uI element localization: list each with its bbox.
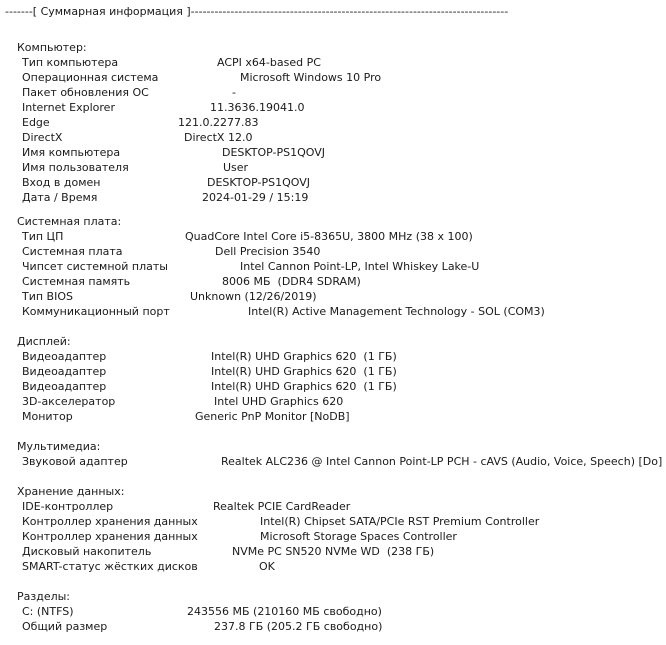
field-label: Видеоадаптер — [22, 365, 107, 378]
field-label: Видеоадаптер — [22, 350, 107, 363]
field-label: Коммуникационный порт — [22, 305, 170, 318]
field-value: ACPI x64-based PC — [217, 56, 321, 69]
field-value: Intel(R) UHD Graphics 620 (1 ГБ) — [211, 365, 397, 378]
field-value: QuadCore Intel Core i5-8365U, 3800 MHz (38 x 100) — [185, 230, 473, 243]
field-label: Системная память — [22, 275, 131, 288]
field-label: IDE-контроллер — [22, 500, 114, 513]
section-title: Хранение данных: — [17, 485, 125, 498]
field-value: Microsoft Windows 10 Pro — [240, 71, 382, 84]
field-label: Вход в домен — [22, 176, 101, 189]
field-label: Системная плата — [22, 245, 123, 258]
report-header: -------[ Суммарная информация ]-------------------------------------------------------------------------------- — [5, 5, 509, 18]
field-label: Видеоадаптер — [22, 380, 107, 393]
field-value: 237.8 ГБ (205.2 ГБ свободно) — [214, 620, 383, 633]
field-value: DESKTOP-PS1QOVJ — [222, 146, 326, 159]
field-value: Intel(R) Chipset SATA/PCIe RST Premium Controller — [260, 515, 540, 528]
field-value: Intel UHD Graphics 620 — [214, 395, 344, 408]
field-label: DirectX — [22, 131, 63, 144]
field-value: Intel(R) UHD Graphics 620 (1 ГБ) — [211, 380, 397, 393]
field-label: Общий размер — [22, 620, 108, 633]
field-value: Unknown (12/26/2019) — [190, 290, 317, 303]
field-value: Dell Precision 3540 — [215, 245, 321, 258]
field-value: NVMe PC SN520 NVMe WD (238 ГБ) — [232, 545, 435, 558]
field-value: Realtek PCIE CardReader — [213, 500, 351, 513]
field-label: Монитор — [22, 410, 73, 423]
field-value: 11.3636.19041.0 — [210, 101, 305, 114]
field-label: Имя компьютера — [22, 146, 121, 159]
field-value: Intel(R) Active Management Technology - SOL (COM3) — [248, 305, 545, 318]
field-label: Пакет обновления ОС — [22, 86, 149, 99]
field-label: Звуковой адаптер — [22, 455, 128, 468]
field-label: Операционная система — [22, 71, 159, 84]
field-label: C: (NTFS) — [22, 605, 74, 618]
field-label: SMART-статус жёстких дисков — [22, 560, 198, 573]
field-label: Тип ЦП — [22, 230, 64, 243]
field-value: Generic PnP Monitor [NoDB] — [195, 410, 350, 423]
field-value: Intel(R) UHD Graphics 620 (1 ГБ) — [211, 350, 397, 363]
field-value: DirectX 12.0 — [184, 131, 253, 144]
field-label: Дисковый накопитель — [22, 545, 152, 558]
field-label: Тип компьютера — [22, 56, 119, 69]
field-value: Intel Cannon Point-LP, Intel Whiskey Lake-U — [240, 260, 480, 273]
field-value: - — [232, 86, 236, 99]
field-label: Контроллер хранения данных — [22, 515, 198, 528]
field-label: Дата / Время — [22, 191, 98, 204]
field-label: Тип BIOS — [22, 290, 73, 303]
section-title: Системная плата: — [17, 215, 122, 228]
field-value: 8006 МБ (DDR4 SDRAM) — [222, 275, 361, 288]
field-label: Имя пользователя — [22, 161, 129, 174]
field-value: 243556 МБ (210160 МБ свободно) — [187, 605, 382, 618]
field-value: OK — [259, 560, 275, 573]
field-value: Microsoft Storage Spaces Controller — [260, 530, 457, 543]
section-title: Разделы: — [17, 590, 71, 603]
field-value: 2024-01-29 / 15:19 — [202, 191, 309, 204]
section-title: Мультимедиа: — [17, 440, 101, 453]
field-label: Чипсет системной платы — [22, 260, 168, 273]
field-label: 3D-акселератор — [22, 395, 116, 408]
field-label: Internet Explorer — [22, 101, 115, 114]
field-value: Realtek ALC236 @ Intel Cannon Point-LP PCH - cAVS (Audio, Voice, Speech) [Do] — [221, 455, 663, 468]
field-label: Edge — [22, 116, 50, 129]
field-value: User — [223, 161, 249, 174]
field-value: DESKTOP-PS1QOVJ — [207, 176, 311, 189]
section-title: Компьютер: — [17, 41, 87, 54]
section-title: Дисплей: — [17, 335, 71, 348]
field-label: Контроллер хранения данных — [22, 530, 198, 543]
field-value: 121.0.2277.83 — [178, 116, 259, 129]
